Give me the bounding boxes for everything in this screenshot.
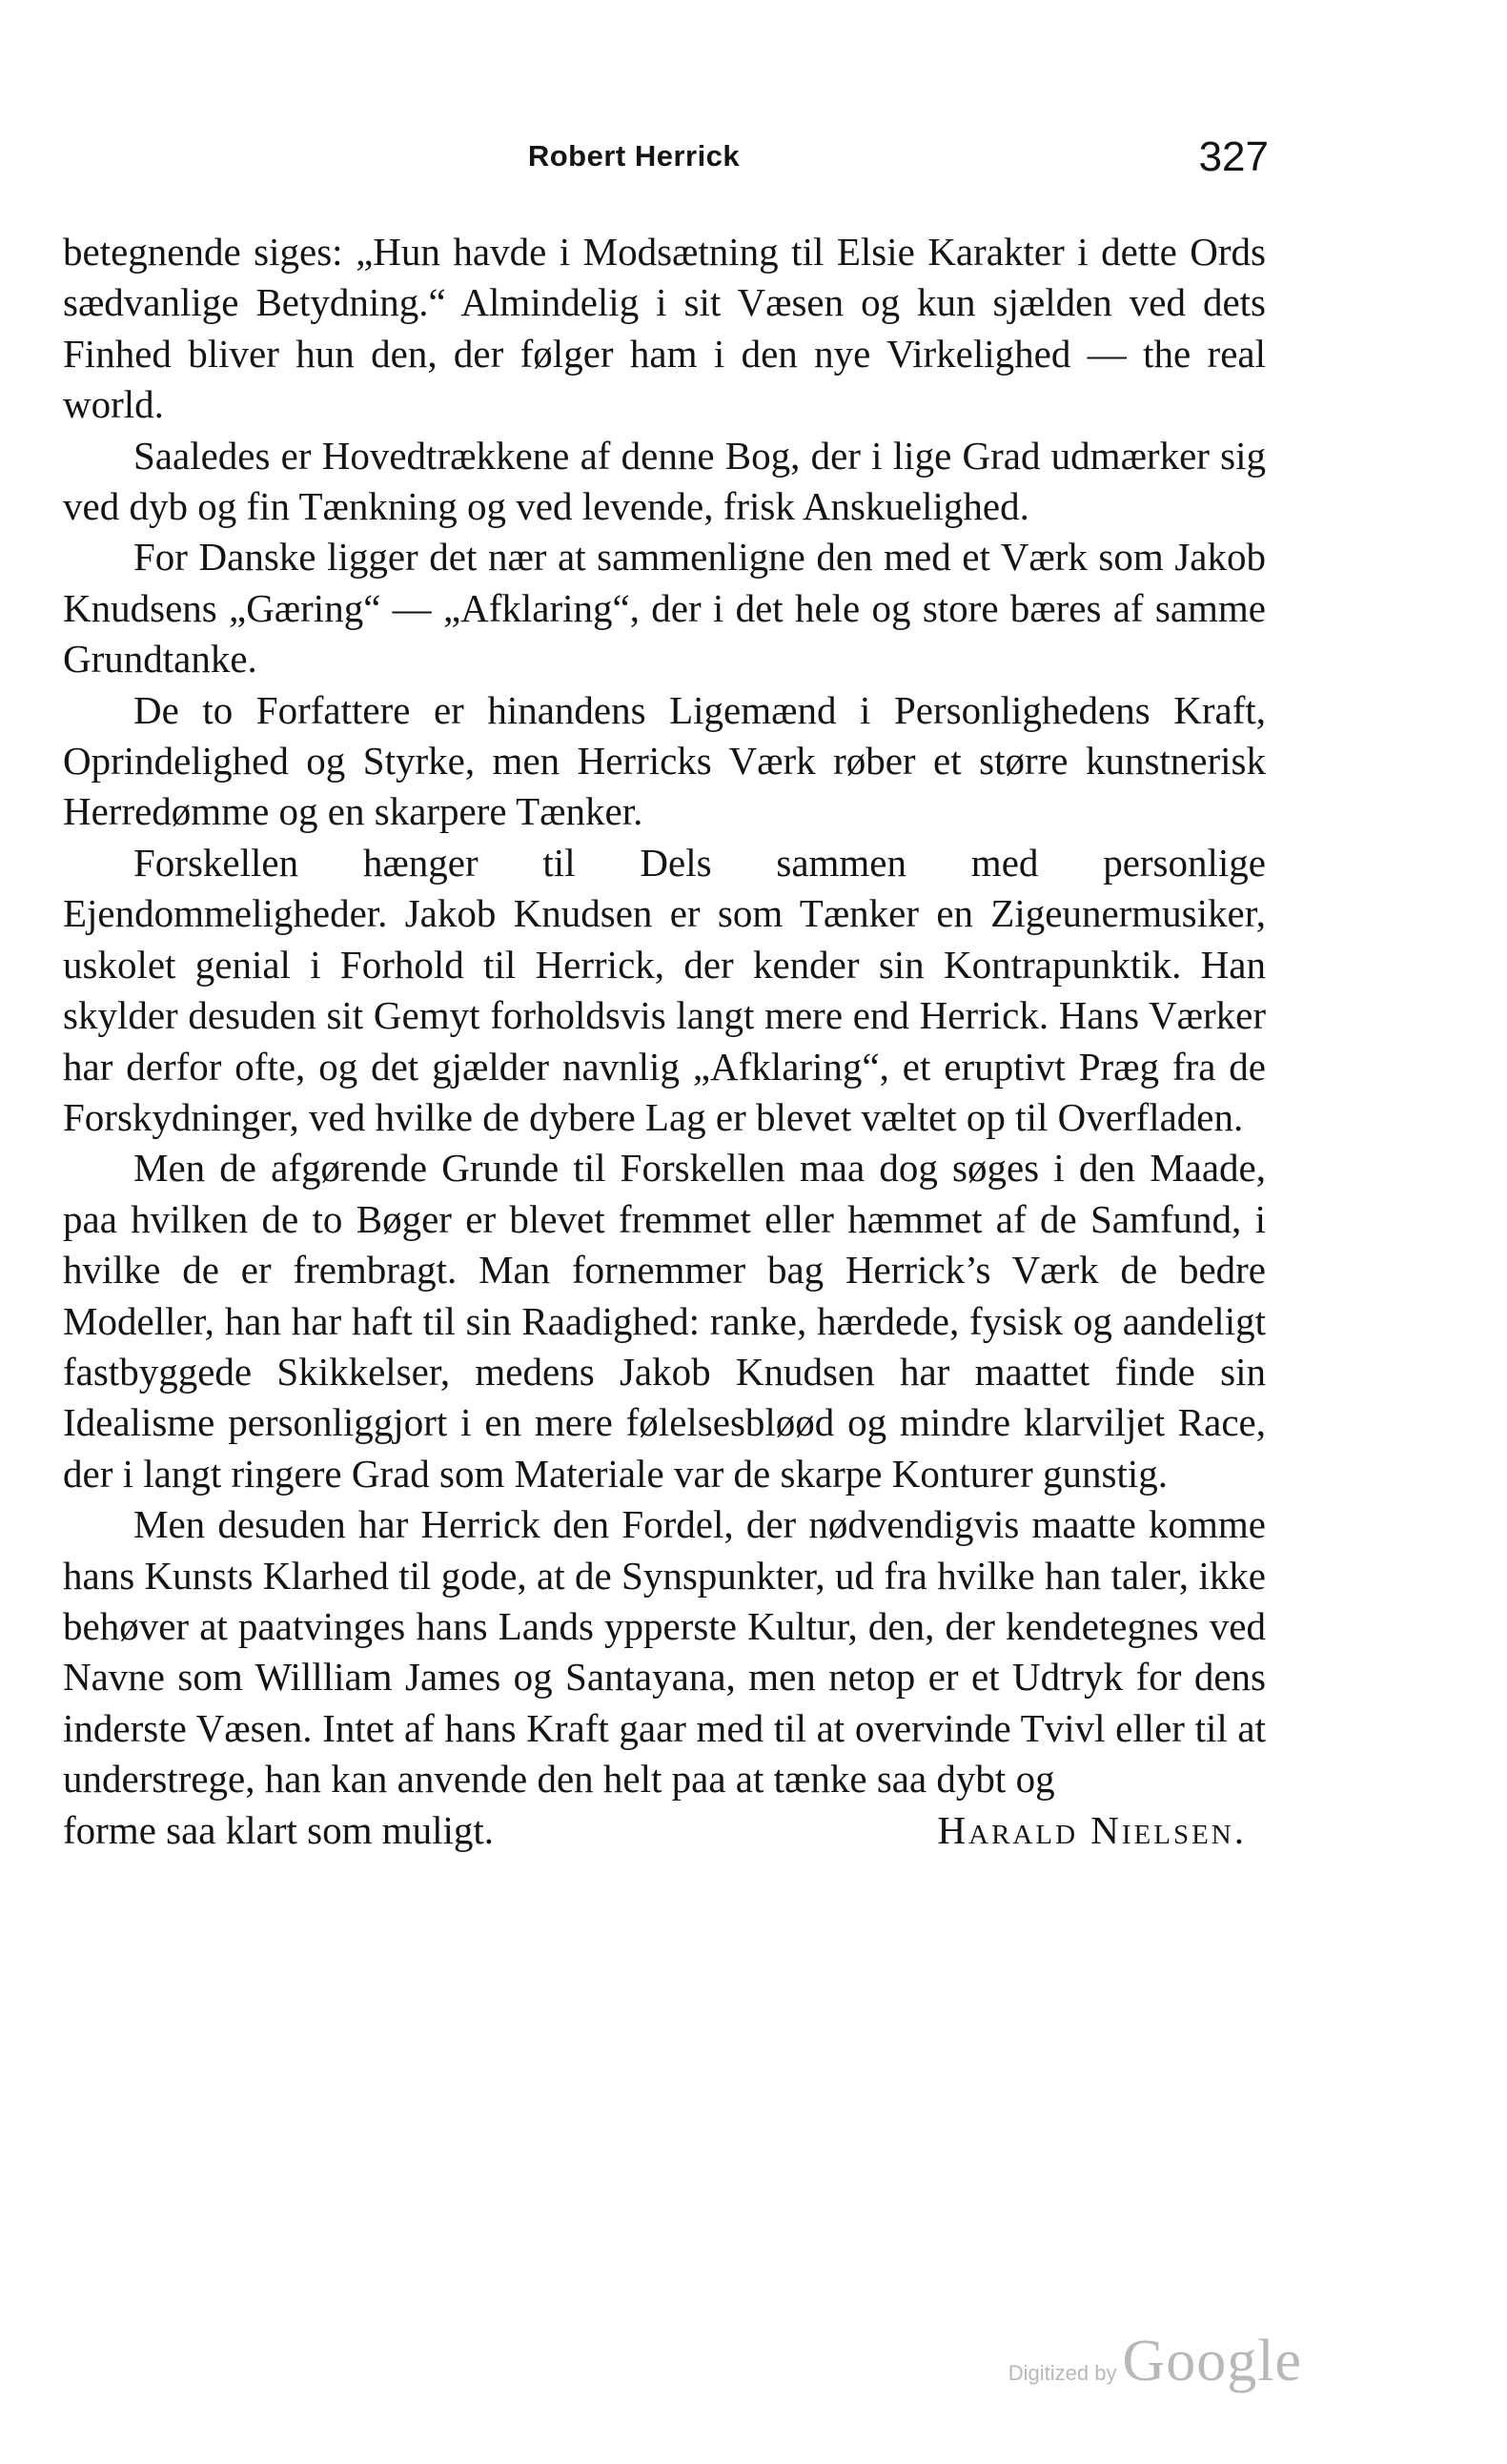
paragraph-2: Saaledes er Hovedtrækkene af denne Bog, der i lige Grad udmærker sig ved dyb og fin Tænkning og ved levende, frisk Anskuelighed. <box>63 433 1266 529</box>
author-signature: Harald Nielsen. <box>937 1807 1247 1852</box>
google-logo: Google <box>1122 2329 1302 2393</box>
paragraph-3: For Danske ligger det nær at sammenligne den med et Værk som Jakob Knudsens „Gæring“ — „Afklaring“, der i det hele og store bæres af samme Grundtanke. <box>63 535 1266 682</box>
closing-line <box>63 1805 1266 1856</box>
digitized-by-watermark <box>1008 2328 1302 2395</box>
paragraph-4: De to Forfattere er hinandens Ligemænd i Personlighedens Kraft, Oprindelighed og Styrke, men Herricks Værk røber et større kunstnerisk Herredømme og en skarpere Tænker. <box>63 687 1266 834</box>
page-header <box>0 133 1507 191</box>
closing-text: forme saa klart som muligt. <box>63 1807 495 1852</box>
page-number: 327 <box>1198 133 1269 180</box>
paragraph-1: betegnende siges: „Hun havde i Modsætning til Elsie Karakter i dette Ords sædvanlige Betydning.“ Almindelig i sit Væsen og kun sjælden ved dets Finhed bliver hun den, der følger ham i den nye Virkelighed — the real world. <box>63 230 1266 427</box>
paragraph-5: Forskellen hænger til Dels sammen med personlige Ejendommeligheder. Jakob Knudsen er som Tænker en Zigeunermusiker, uskolet genial i Forhold til Herrick, der kender sin Kontrapunktik. Han skylder desuden sit Gemyt forholdsvis langt mere end Herrick. Hans Værker har derfor ofte, og det gjælder navnlig „Afklaring“, et eruptivt Præg fra de Forskydninger, ved hvilke de dybere Lag er blevet væltet op til Overfladen. <box>63 840 1266 1139</box>
paragraph-7: Men desuden har Herrick den Fordel, der nødvendigvis maatte komme hans Kunsts Klarhed til gode, at de Synspunkter, ud fra hvilke han taler, ikke behøver at paatvinges hans Lands ypperste Kultur, den, der kendetegnes ved Navne som Willliam James og Santayana, men netop er et Udtryk for dens inderste Væsen. Intet af hans Kraft gaar med til at overvinde Tvivl eller til at understrege, han kan anvende den helt paa at tænke saa dybt og <box>63 1502 1266 1802</box>
body-text <box>63 227 1266 1856</box>
digitized-label: Digitized by <box>1008 2361 1117 2385</box>
paragraph-6: Men de afgørende Grunde til Forskellen maa dog søges i den Maade, paa hvilken de to Bøger er blevet fremmet eller hæmmet af de Samfund, i hvilke de er frembragt. Man fornemmer bag Herrick’s Værk de bedre Modeller, han har haft til sin Raadighed: ranke, hærdede, fysisk og aandeligt fastbyggede Skikkelser, medens Jakob Knudsen har maattet finde sin Idealisme personliggjort i en mere følelsesbløød og mindre klarviljet Race, der i langt ringere Grad som Materiale var de skarpe Konturer gunstig. <box>63 1146 1266 1496</box>
running-head: Robert Herrick <box>527 139 741 173</box>
